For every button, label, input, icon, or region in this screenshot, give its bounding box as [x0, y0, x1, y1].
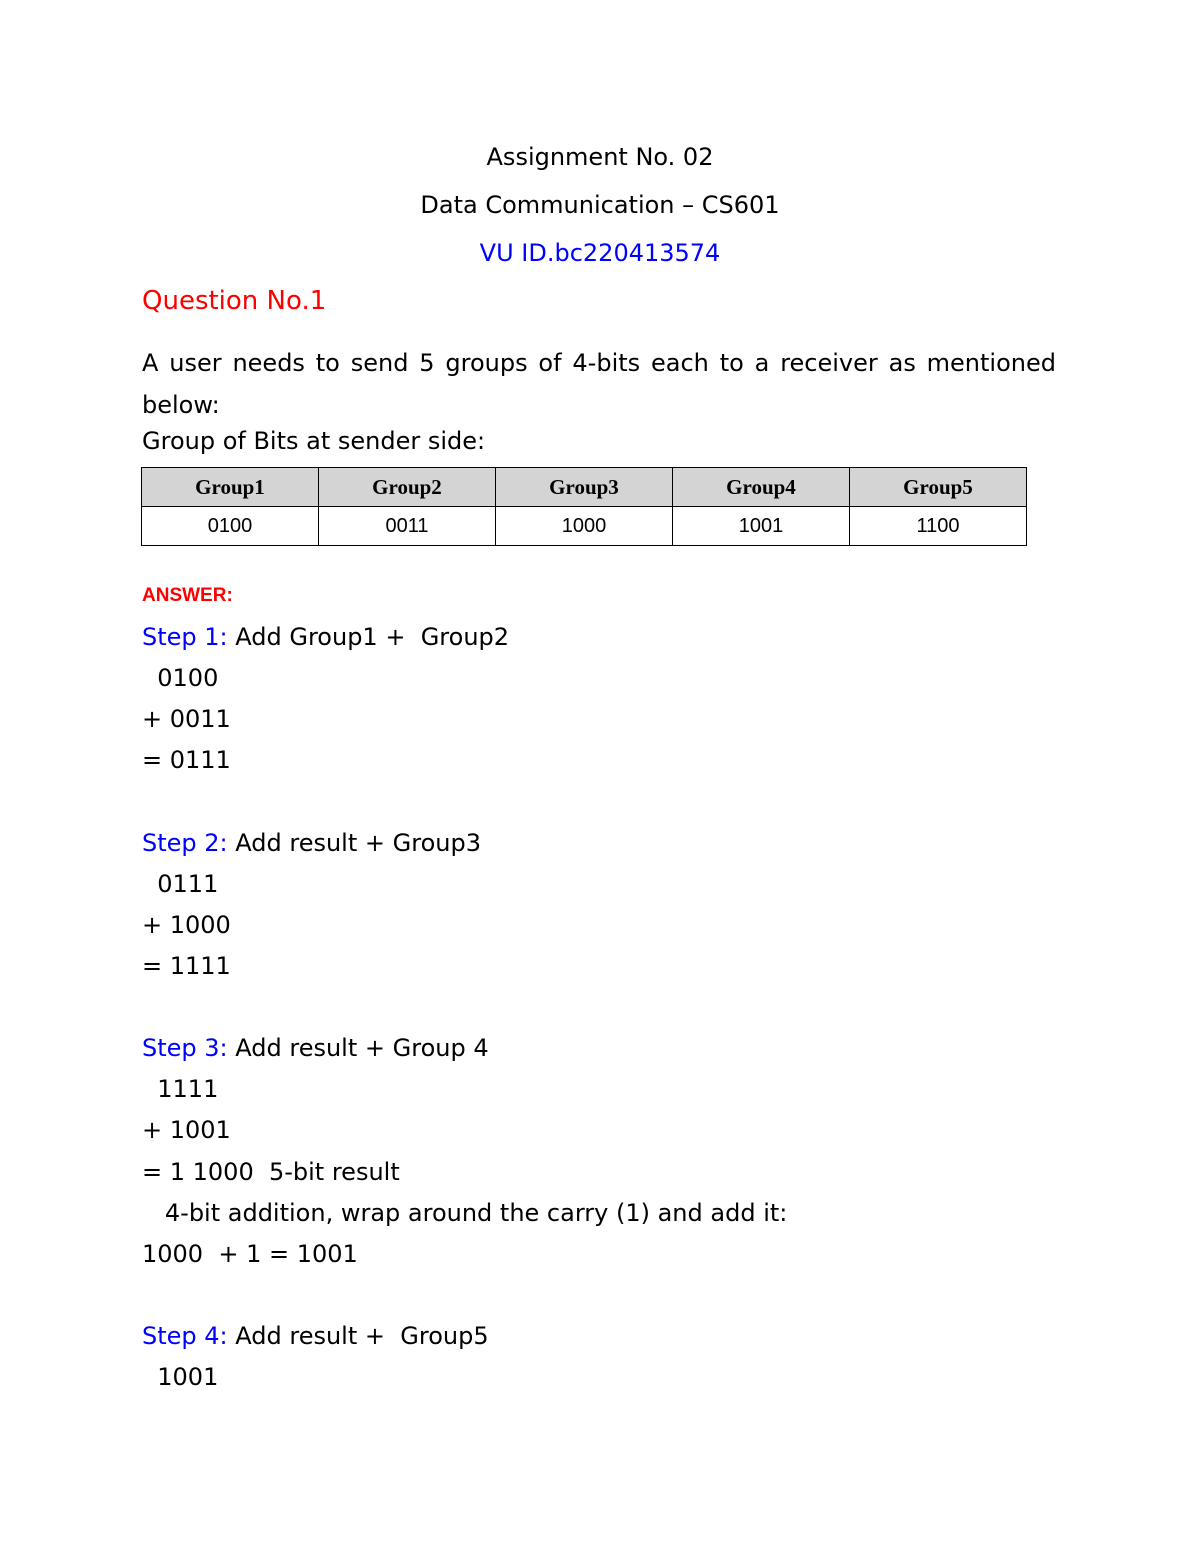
step-title: Add Group1 + Group2	[227, 623, 510, 651]
answer-label: ANSWER:	[142, 585, 233, 606]
vu-id: VU ID.bc220413574	[479, 239, 721, 267]
step-label: Step 1:	[142, 623, 228, 651]
table-header-row	[142, 468, 1027, 507]
step-heading	[142, 828, 481, 858]
calc-line: = 1111	[142, 952, 231, 980]
calc-line: 1111	[142, 1075, 219, 1103]
step-heading	[142, 622, 509, 652]
question-label: Question No.1	[142, 286, 327, 316]
step-title: Add result + Group3	[227, 829, 481, 857]
calc-line: + 0011	[142, 705, 231, 733]
course-name: Data Communication – CS601	[420, 191, 780, 219]
table-row	[142, 507, 1027, 546]
table-cell: 0011	[319, 507, 496, 546]
calc-line: 0100	[142, 664, 219, 692]
calc-line: 1000 + 1 = 1001	[142, 1240, 358, 1268]
calc-line: = 1 1000 5-bit result	[142, 1158, 400, 1186]
step-heading	[142, 1033, 489, 1063]
calc-line: + 1000	[142, 911, 231, 939]
step-label: Step 3:	[142, 1034, 228, 1062]
table-header-cell: Group3	[496, 468, 673, 507]
calc-line: 0111	[142, 870, 219, 898]
table-cell: 1100	[850, 507, 1027, 546]
question-text: A user needs to send 5 groups of 4-bits each to a receiver as mentioned below:	[142, 349, 1056, 419]
table-header-cell: Group5	[850, 468, 1027, 507]
table-cell: 1001	[673, 507, 850, 546]
calc-line: 4-bit addition, wrap around the carry (1) and add it:	[142, 1199, 788, 1227]
table-caption: Group of Bits at sender side:	[142, 427, 486, 455]
bits-table	[141, 467, 1027, 546]
calc-line: + 1001	[142, 1116, 231, 1144]
calc-line: 1001	[142, 1363, 219, 1391]
table-cell: 0100	[142, 507, 319, 546]
step-label: Step 4:	[142, 1322, 228, 1350]
step-label: Step 2:	[142, 829, 228, 857]
step-title: Add result + Group5	[227, 1322, 489, 1350]
assignment-title: Assignment No. 02	[486, 143, 714, 171]
step-title: Add result + Group 4	[227, 1034, 489, 1062]
table-header-cell: Group1	[142, 468, 319, 507]
table-header-cell: Group2	[319, 468, 496, 507]
step-heading	[142, 1321, 489, 1351]
calc-line: = 0111	[142, 746, 231, 774]
table-cell: 1000	[496, 507, 673, 546]
table-header-cell: Group4	[673, 468, 850, 507]
